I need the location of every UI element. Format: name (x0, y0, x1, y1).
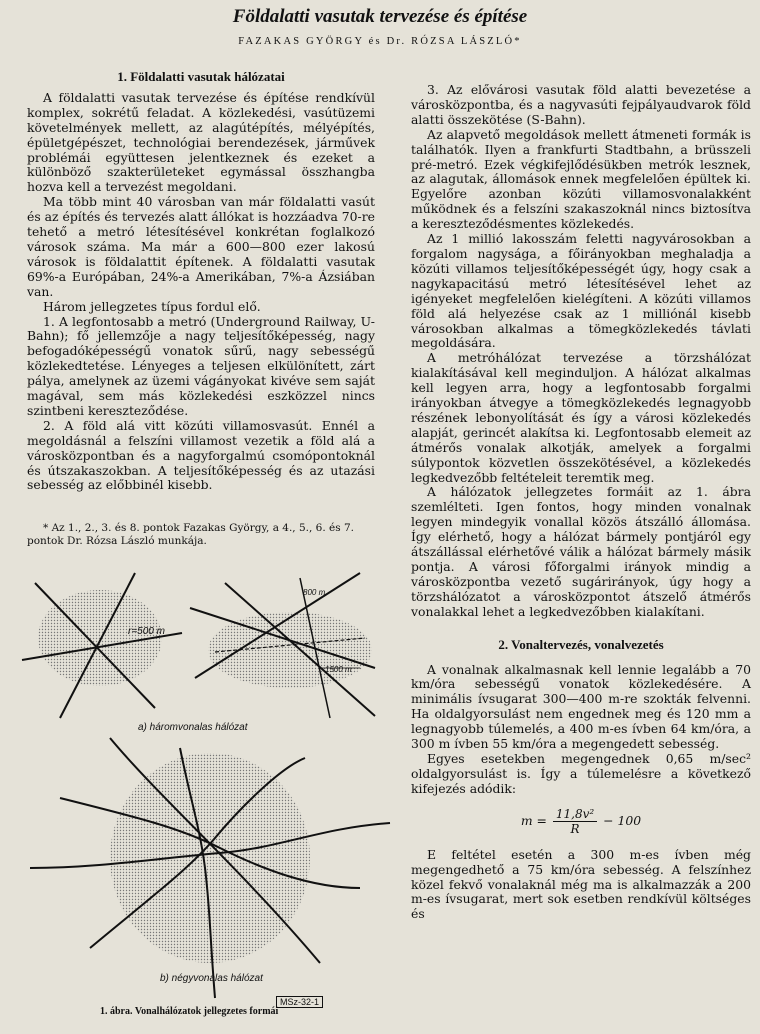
footnote: * Az 1., 2., 3. és 8. pontok Fazakas György, a 4., 5., 6. és 7. pontok Dr. Rózsa László munkája. (27, 522, 354, 547)
paragraph: Ma több mint 40 városban van már földalatti vasút és az építés és tervezés alatt állókat is hozzáadva 70-re tehető a metró létesítésével konkrétan foglalkozó városok száma. Ma már a 600—800 ezer lakosú városok is földalattit építenek. A földalatti vasutak 69%-a Európában, 24%-a Amerikában, 7%-a Ázsiában van. (27, 194, 375, 299)
figure-caption: 1. ábra. Vonalhálózatok jellegzetes formái (100, 1006, 279, 1017)
network-diagrams (20, 568, 395, 1020)
formula-rhs: − 100 (603, 812, 642, 828)
formula-denominator: R (570, 821, 580, 836)
section-heading: 1. Földalatti vasutak hálózatai (117, 69, 285, 84)
paragraph: Három jellegzetes típus fordul elő. (43, 298, 261, 314)
paragraph: A hálózatok jellegzetes formáit az 1. ábra szemlélteti. Igen fontos, hogy minden vonalnak legyen mindegyik vonallal közös átszálló állomása. Így elérhető, hogy a hálózat bármely pontjáról egy átszállással elérhetővé válik a hálózat bármely másik pontja. A városi főforgalmi irányok mindig a városközpontba vezető sugárirányok, úgy hogy a törzshálózatot a városközpontot átszelő átmérős vonalakkal lehet a legkedvezőbben kialakítani. (411, 484, 751, 619)
article-title: Földalatti vasutak tervezése és építése (232, 6, 528, 27)
figure-1 (20, 568, 395, 1020)
section-heading: 2. Vonaltervezés, vonalvezetés (498, 636, 664, 652)
left-column (27, 70, 375, 493)
paragraph: A földalatti vasutak tervezése és építése rendkívül komplex, sokrétű feladat. A közlekedési, vasútüzemi követelmények mellett, az alagútépítés, mélyépítés, épületgépészet, technológiai berendezések, járművek problémái együttesen jelentkeznek és ezeket a különböző szakterületeket egymással összhangba hozva kell a tervezést megoldani. (27, 89, 375, 195)
paragraph: A metróhálózat tervezése a törzshálózat kialakításával kell meginduljon. A hálózat alkalmas kell legyen arra, hogy a legfontosabb forgalmi irányokban átvegye a tömegközlekedés legnagyobb részének lebonyolítását és így a városi közlekedés alapját, gerincét alakítsa ki. Legfontosabb elemeit az átmérős vonalak alkotják, amelyek a forgalmi súlypontok közvetlen összekötésével, a közlekedés legkedvezőbb feltételeit teremtik meg. (411, 350, 751, 485)
grid-network-diagram (190, 573, 375, 718)
paragraph: E feltétel esetén a 300 m-es ívben még megengedhető a 75 km/óra sebesség. A felszínhez közel fekvő vonalaknál még ma is alkalmazzák a 200 m-es ívsugarat, mert sok esetben rendkívül költséges és (411, 846, 751, 922)
three-line-label: a) háromvonalas hálózat (138, 722, 248, 733)
paragraph: A vonalnak alkalmasnak kell lennie legalább a 70 km/óra sebességű vonatok közlekedésére. A minimális ívsugarat 300—400 m-re szokták felvenni. Ha oldalgyorsulást nem engednek meg és 120 mm a legnagyobb túlemelés, a 400 m-es ívben 64 km/óra, a 300 m ívben 55 km/óra a megengedett sebesség. (411, 661, 751, 752)
formula-fraction (553, 807, 597, 836)
formula-lhs: m = (520, 812, 547, 828)
four-line-label: b) négyvonalas hálózat (160, 973, 263, 984)
paragraph: 1. A legfontosabb a metró (Underground Railway, U-Bahn); fő jellemzője a nagy teljesítőképesség, nagy befogadóképességű vonatok sűrű, nagy sebességű közlekedtetése. Lényeges a teljesen elkülönített, zárt pálya, amelynek az üzemi vágányokat kivéve sem saját magával, sem más közlekedési eszközzel nincs szintbeni kereszteződése. (27, 313, 375, 418)
three-line-network-diagram (22, 573, 182, 718)
paragraph: 3. Az elővárosi vasutak föld alatti bevezetése a városközpontba, és a nagyvasúti fejpályaudvarok föld alatti összekötése (S-Bahn). (411, 82, 751, 127)
four-line-network-diagram (30, 738, 390, 998)
formula-numerator: 11,8v² (553, 807, 597, 822)
paragraph: 2. A föld alá vitt közúti villamosvasút. Ennél a megoldásnál a felszíni villamost vezetik a föld alá a városközpontban és a nagyforgalmú csomópontoknál és útszakaszokban. A teljesítőképesség és az utazási sebesség az előbbinél kisebb. (27, 417, 375, 493)
dimension-label-800: 800 m (303, 588, 326, 597)
radius-label: r=500 m (128, 626, 165, 637)
figure-code: MSz-32-1 (276, 996, 323, 1008)
paragraph: Az alapvető megoldások mellett átmeneti formák is találhatók. Ilyen a frankfurti Stadtbahn, a brüsszeli pré-metró. Ezek végkifejlődésükben metrók lesznek, az alagutak, állomások ennek megfelelően épültek ki. Egyelőre azonban közúti villamosvonalakként működnek és a felszíni szakaszoknál nincs biztosítva a kereszteződésmentes közlekedés. (411, 126, 751, 232)
superelevation-formula (411, 807, 751, 836)
paragraph: Egyes esetekben megengednek 0,65 m/sec² oldalgyorsulást is. Így a túlemelésre a következő kifejezés adódik: (411, 750, 751, 796)
right-column (411, 83, 751, 922)
paragraph: Az 1 millió lakosszám feletti nagyvárosokban a forgalom nagysága, a főirányokban meghaladja a közúti villamos teljesítőképességét úgy, hogy csak a nagykapacitású metró létesítésével lehet az igényeket megfelelően kielégíteni. A közúti villamos föld alá helyezése csak az 1 milliónál kisebb városokban alkalmas a tömegközlekedés távlati megoldására. (411, 231, 751, 351)
dimension-label-1500: 1500 m (325, 665, 352, 674)
article-authors: FAZAKAS GYÖRGY és Dr. RÓZSA LÁSZLÓ* (238, 36, 522, 47)
